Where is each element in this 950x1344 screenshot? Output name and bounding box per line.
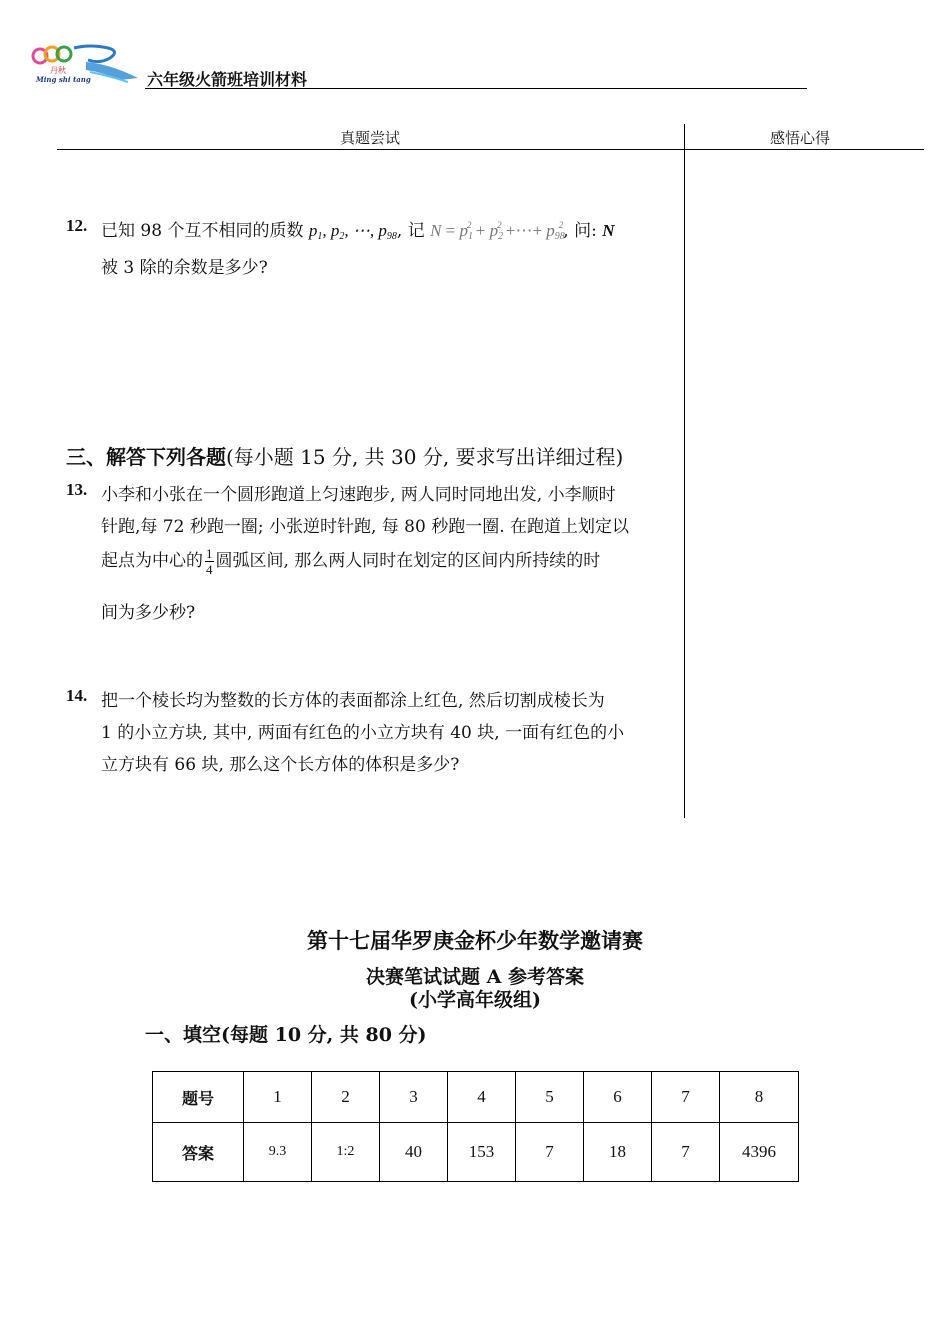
q13-fraction bbox=[205, 546, 214, 577]
q13-text-a: 起点为中心的 bbox=[101, 551, 203, 571]
table-cell-number: 3 bbox=[380, 1072, 448, 1123]
table-cell-number: 1 bbox=[244, 1072, 312, 1123]
q13-text-b: 圆弧区间, 那么两人同时在划定的区间内所持续的时 bbox=[215, 551, 601, 571]
section-3-title-bold: 三、解答下列各题 bbox=[66, 445, 226, 469]
q13-frac-den: 4 bbox=[206, 562, 213, 577]
answer-key-subtitle: 决赛笔试试题 A 参考答案 bbox=[366, 966, 584, 988]
table-cell-answer: 40 bbox=[380, 1123, 448, 1182]
table-cell-number: 6 bbox=[584, 1072, 652, 1123]
question-14-line-1: 把一个棱长均为整数的长方体的表面都涂上红色, 然后切割成棱长为 bbox=[101, 691, 605, 711]
table-header-number: 题号 bbox=[153, 1072, 244, 1123]
question-14-line-2: 1 的小立方块, 其中, 两面有红色的小立方块有 40 块, 一面有红色的小 bbox=[101, 723, 625, 743]
table-row-numbers bbox=[153, 1072, 799, 1123]
question-13-line-4: 间为多少秒? bbox=[101, 603, 196, 623]
question-12-line-2: 被 3 除的余数是多少? bbox=[101, 258, 268, 278]
table-cell-answer: 1:2 bbox=[312, 1123, 380, 1182]
logo-text-cn: 丹秋 bbox=[50, 66, 66, 75]
table-cell-answer: 9.3 bbox=[244, 1123, 312, 1182]
question-14-number: 14. bbox=[66, 686, 88, 705]
table-cell-number: 7 bbox=[652, 1072, 720, 1123]
q12-text-a: 已知 98 个互不相同的质数 bbox=[101, 221, 304, 241]
question-13-line-3 bbox=[101, 546, 600, 577]
table-row-answers bbox=[153, 1123, 799, 1182]
column-header-rule bbox=[57, 149, 924, 150]
table-cell-answer: 7 bbox=[516, 1123, 584, 1182]
question-12-number: 12. bbox=[66, 216, 88, 235]
logo bbox=[30, 42, 145, 87]
table-header-answer: 答案 bbox=[153, 1123, 244, 1182]
table-cell-number: 5 bbox=[516, 1072, 584, 1123]
table-cell-number: 4 bbox=[448, 1072, 516, 1123]
q13-frac-num: 1 bbox=[206, 546, 213, 561]
answer-table bbox=[152, 1071, 799, 1182]
q12-prime-list: $p_1$, $p_2$, ⋯, $p_{98}$ bbox=[308, 221, 397, 242]
table-cell-answer: 153 bbox=[448, 1123, 516, 1182]
question-13-line-1: 小李和小张在一个圆形跑道上匀速跑步, 两人同时同地出发, 小李顺时 bbox=[101, 485, 616, 505]
answer-key-title: 第十七届华罗庚金杯少年数学邀请赛 bbox=[307, 928, 643, 953]
header-rule bbox=[145, 88, 807, 89]
section-3-title-rest: (每小题 15 分, 共 30 分, 要求写出详细过程) bbox=[226, 445, 624, 469]
question-14-line-3: 立方块有 66 块, 那么这个长方体的体积是多少? bbox=[101, 755, 460, 775]
question-13-line-2: 针跑,每 72 秒跑一圈; 小张逆时针跑, 每 80 秒跑一圈. 在跑道上划定以 bbox=[101, 517, 630, 537]
column-header-practice: 真题尝试 bbox=[340, 129, 401, 147]
answer-key-group: (小学高年级组) bbox=[409, 989, 541, 1011]
column-header-reflection: 感悟心得 bbox=[770, 129, 831, 147]
table-cell-answer: 18 bbox=[584, 1123, 652, 1182]
question-12-line-1: 已知 98 个互不相同的质数 $p_1$, $p_2$, ⋯, $p_{98}$, 记 $N = p_1^2 + p_2^2$ +⋯+ $p_{98}^2$, 问: N bbox=[101, 220, 615, 242]
q12-text-b: , 记 bbox=[396, 221, 425, 241]
table-cell-answer: 4396 bbox=[720, 1123, 799, 1182]
answer-section-1-title: 一、填空(每题 10 分, 共 80 分) bbox=[145, 1024, 427, 1046]
q12-text-c: , 问: bbox=[563, 221, 597, 241]
q12-var-n: N bbox=[602, 221, 615, 240]
table-cell-number: 8 bbox=[720, 1072, 799, 1123]
logo-text-en: Ming shi tang bbox=[36, 75, 91, 84]
column-divider bbox=[684, 124, 685, 818]
question-13-number: 13. bbox=[66, 480, 88, 499]
table-cell-number: 2 bbox=[312, 1072, 380, 1123]
section-3-title bbox=[66, 441, 623, 470]
header-title: 六年级火箭班培训材料 bbox=[147, 70, 308, 89]
q12-formula: N bbox=[430, 221, 442, 240]
table-cell-answer: 7 bbox=[652, 1123, 720, 1182]
